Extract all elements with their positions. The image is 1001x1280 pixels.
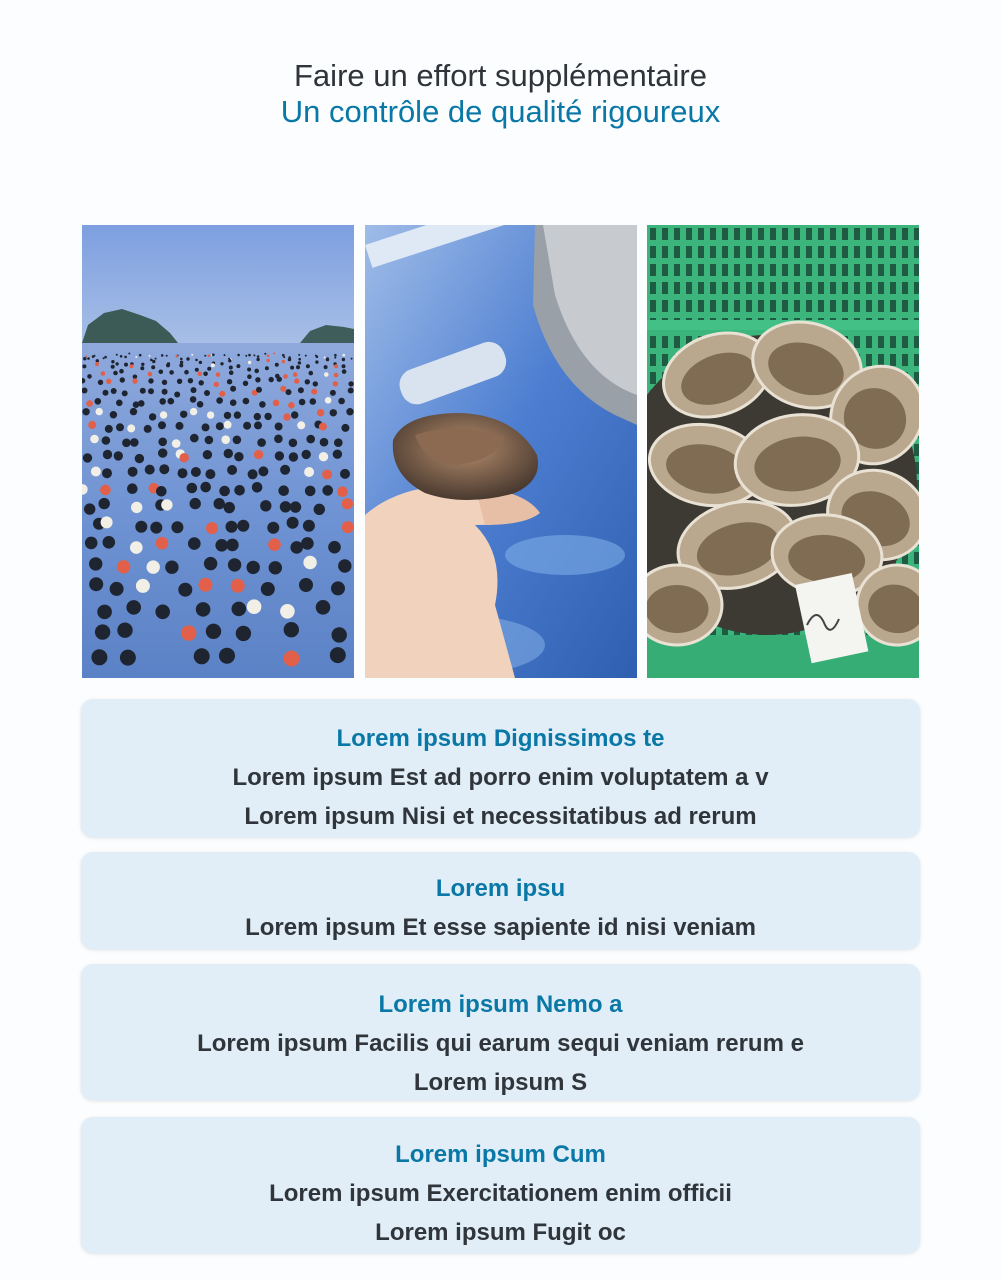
header-line-1: Faire un effort supplémentaire: [294, 58, 707, 93]
card-title: Lorem ipsu: [435, 875, 566, 902]
card-line: Lorem ipsum Fugit oc: [375, 1219, 626, 1246]
card-line: Lorem ipsum Nisi et necessitatibus ad rerum: [244, 803, 757, 830]
abalone-basket-image: [647, 225, 919, 678]
photo-abalone-farm: [82, 225, 354, 678]
photo-hand-abalone: [365, 225, 637, 678]
card-title: Lorem ipsum Cum: [395, 1141, 606, 1168]
info-card-1: [81, 699, 920, 837]
card-line: Lorem ipsum Et esse sapiente id nisi veniam: [245, 914, 756, 941]
photo-abalone-basket: [647, 225, 919, 678]
info-card-2: [81, 852, 920, 949]
card-title: Lorem ipsum Nemo a: [378, 991, 623, 1018]
info-card-3: [81, 964, 920, 1100]
card-line: Lorem ipsum Facilis qui earum sequi veniam rerum e: [197, 1030, 804, 1057]
card-line: Lorem ipsum Est ad porro enim voluptatem a v: [232, 764, 769, 791]
card-title: Lorem ipsum Dignissimos te: [336, 725, 665, 752]
hand-abalone-image: [365, 225, 637, 678]
header-line-2: Un contrôle de qualité rigoureux: [280, 94, 721, 129]
card-line: Lorem ipsum Exercitationem enim officii: [269, 1180, 732, 1207]
abalone-farm-image: [82, 225, 354, 678]
info-card-4: [81, 1117, 920, 1253]
card-line: Lorem ipsum S: [413, 1069, 588, 1096]
page-header: [0, 58, 1001, 130]
